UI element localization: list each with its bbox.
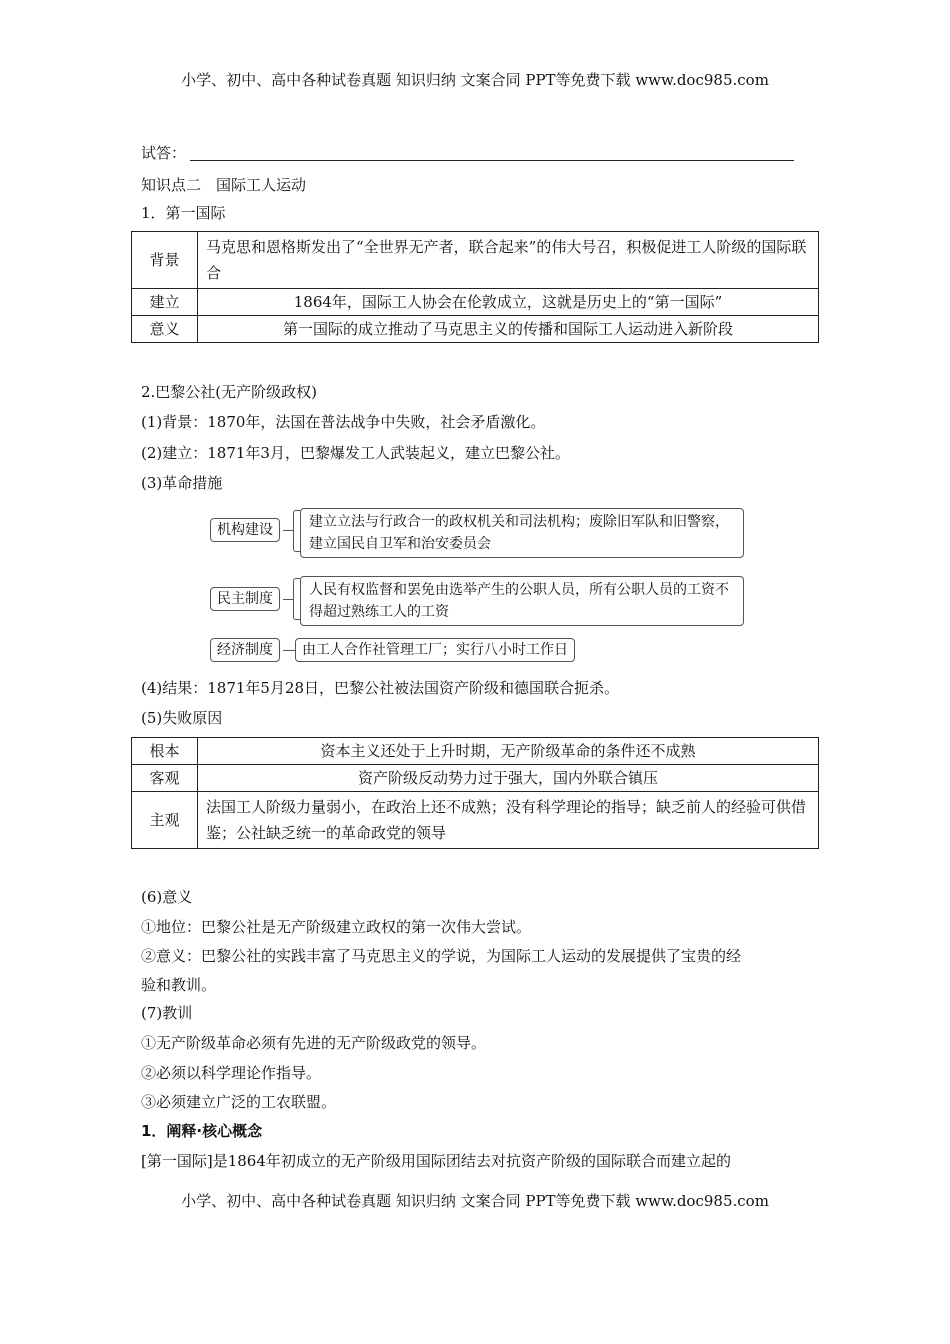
row-label: 意义 xyxy=(132,316,198,343)
concept-text: 去 xyxy=(475,1152,491,1170)
first-international-table xyxy=(131,231,819,343)
concept-text: 的 xyxy=(580,1152,596,1170)
lessons-heading: (7)教训 xyxy=(141,1004,193,1022)
significance-2a: ②意义：巴黎公社的实践丰富了马克思主义的学说，为国际工人运动的发展提供了宝贵的经 xyxy=(141,947,742,965)
row-label: 根本 xyxy=(132,738,198,765)
concept-keyword: 国际联 xyxy=(595,1152,641,1170)
row-label: 客观 xyxy=(132,765,198,792)
concept-text: 用 xyxy=(400,1152,416,1170)
failure-table xyxy=(131,737,819,849)
measures-heading: (3)革命措施 xyxy=(141,474,223,492)
row-content: 第一国际的成立推动了马克思主义的传播和国际工人运动进入新阶段 xyxy=(198,316,819,343)
connector xyxy=(283,599,293,600)
brace xyxy=(293,578,300,620)
significance-2b: 验和教训。 xyxy=(141,976,217,994)
concept-paragraph xyxy=(141,1151,731,1171)
table-row xyxy=(132,765,819,792)
row-content: 资本主义还处于上升时期，无产阶级革命的条件还不成熟 xyxy=(198,738,819,765)
commune-result: (4)结果：1871年5月28日，巴黎公社被法国资产阶级和德国联合扼杀。 xyxy=(141,679,620,697)
measure-label: 机构建设 xyxy=(210,518,280,542)
concept-keyword: 国际团结 xyxy=(415,1152,476,1170)
paris-commune-heading: 2.巴黎公社(无产阶级政权) xyxy=(141,383,318,401)
page-header: 小学、初中、高中各种试卷真题 知识归纳 文案合同 PPT等免费下载 www.doc985.com xyxy=(181,71,769,89)
brace xyxy=(293,510,300,552)
commune-establishment: (2)建立：1871年3月，巴黎爆发工人武装起义，建立巴黎公社。 xyxy=(141,444,570,462)
table-row xyxy=(132,289,819,316)
measure-content: 由工人合作社管理工厂；实行八小时工作日 xyxy=(295,638,575,662)
connector xyxy=(283,650,295,651)
concept-text: 合而建立起的 xyxy=(641,1152,732,1170)
table-row xyxy=(132,738,819,765)
table-row xyxy=(132,232,819,289)
concept-keyword: 对抗资产阶级 xyxy=(490,1152,581,1170)
measure-content: 建立立法与行政合一的政权机关和司法机构；废除旧军队和旧警察，建立国民自卫军和治安委员会 xyxy=(300,508,744,558)
row-label: 建立 xyxy=(132,289,198,316)
answer-blank-line[interactable] xyxy=(190,160,794,161)
concept-text: [第一国际]是1864年初成立的 xyxy=(141,1152,341,1170)
connector xyxy=(283,530,293,531)
row-content: 1864年，国际工人协会在伦敦成立，这就是历史上的“第一国际” xyxy=(198,289,819,316)
significance-heading: (6)意义 xyxy=(141,888,193,906)
significance-1: ①地位：巴黎公社是无产阶级建立政权的第一次伟大尝试。 xyxy=(141,918,532,936)
row-label: 背景 xyxy=(132,232,198,289)
lesson-item: ①无产阶级革命必须有先进的无产阶级政党的领导。 xyxy=(141,1034,487,1052)
table-row xyxy=(132,316,819,343)
first-international-heading: 1．第一国际 xyxy=(141,204,226,222)
failure-heading: (5)失败原因 xyxy=(141,709,223,727)
measure-label: 经济制度 xyxy=(210,638,280,662)
row-content: 马克思和恩格斯发出了“全世界无产者，联合起来”的伟大号召，积极促进工人阶级的国际联合 xyxy=(198,232,819,289)
answer-label: 试答： xyxy=(141,144,187,162)
row-content: 资产阶级反动势力过于强大，国内外联合镇压 xyxy=(198,765,819,792)
lesson-item: ③必须建立广泛的工农联盟。 xyxy=(141,1093,337,1111)
lesson-item: ②必须以科学理论作指导。 xyxy=(141,1064,322,1082)
table-row xyxy=(132,792,819,849)
row-label: 主观 xyxy=(132,792,198,849)
measure-label: 民主制度 xyxy=(210,587,280,611)
row-content: 法国工人阶级力量弱小，在政治上还不成熟；没有科学理论的指导；缺乏前人的经验可供借鉴；公社缺乏统一的革命政党的领导 xyxy=(198,792,819,849)
section-title: 知识点二 国际工人运动 xyxy=(141,176,307,194)
concept-keyword: 无产阶级 xyxy=(340,1152,401,1170)
page-footer: 小学、初中、高中各种试卷真题 知识归纳 文案合同 PPT等免费下载 www.doc985.com xyxy=(181,1192,769,1210)
commune-background: (1)背景：1870年，法国在普法战争中失败，社会矛盾激化。 xyxy=(141,413,546,431)
concept-heading: 1．阐释·核心概念 xyxy=(141,1122,263,1140)
measure-content: 人民有权监督和罢免由选举产生的公职人员，所有公职人员的工资不得超过熟练工人的工资 xyxy=(300,576,744,626)
